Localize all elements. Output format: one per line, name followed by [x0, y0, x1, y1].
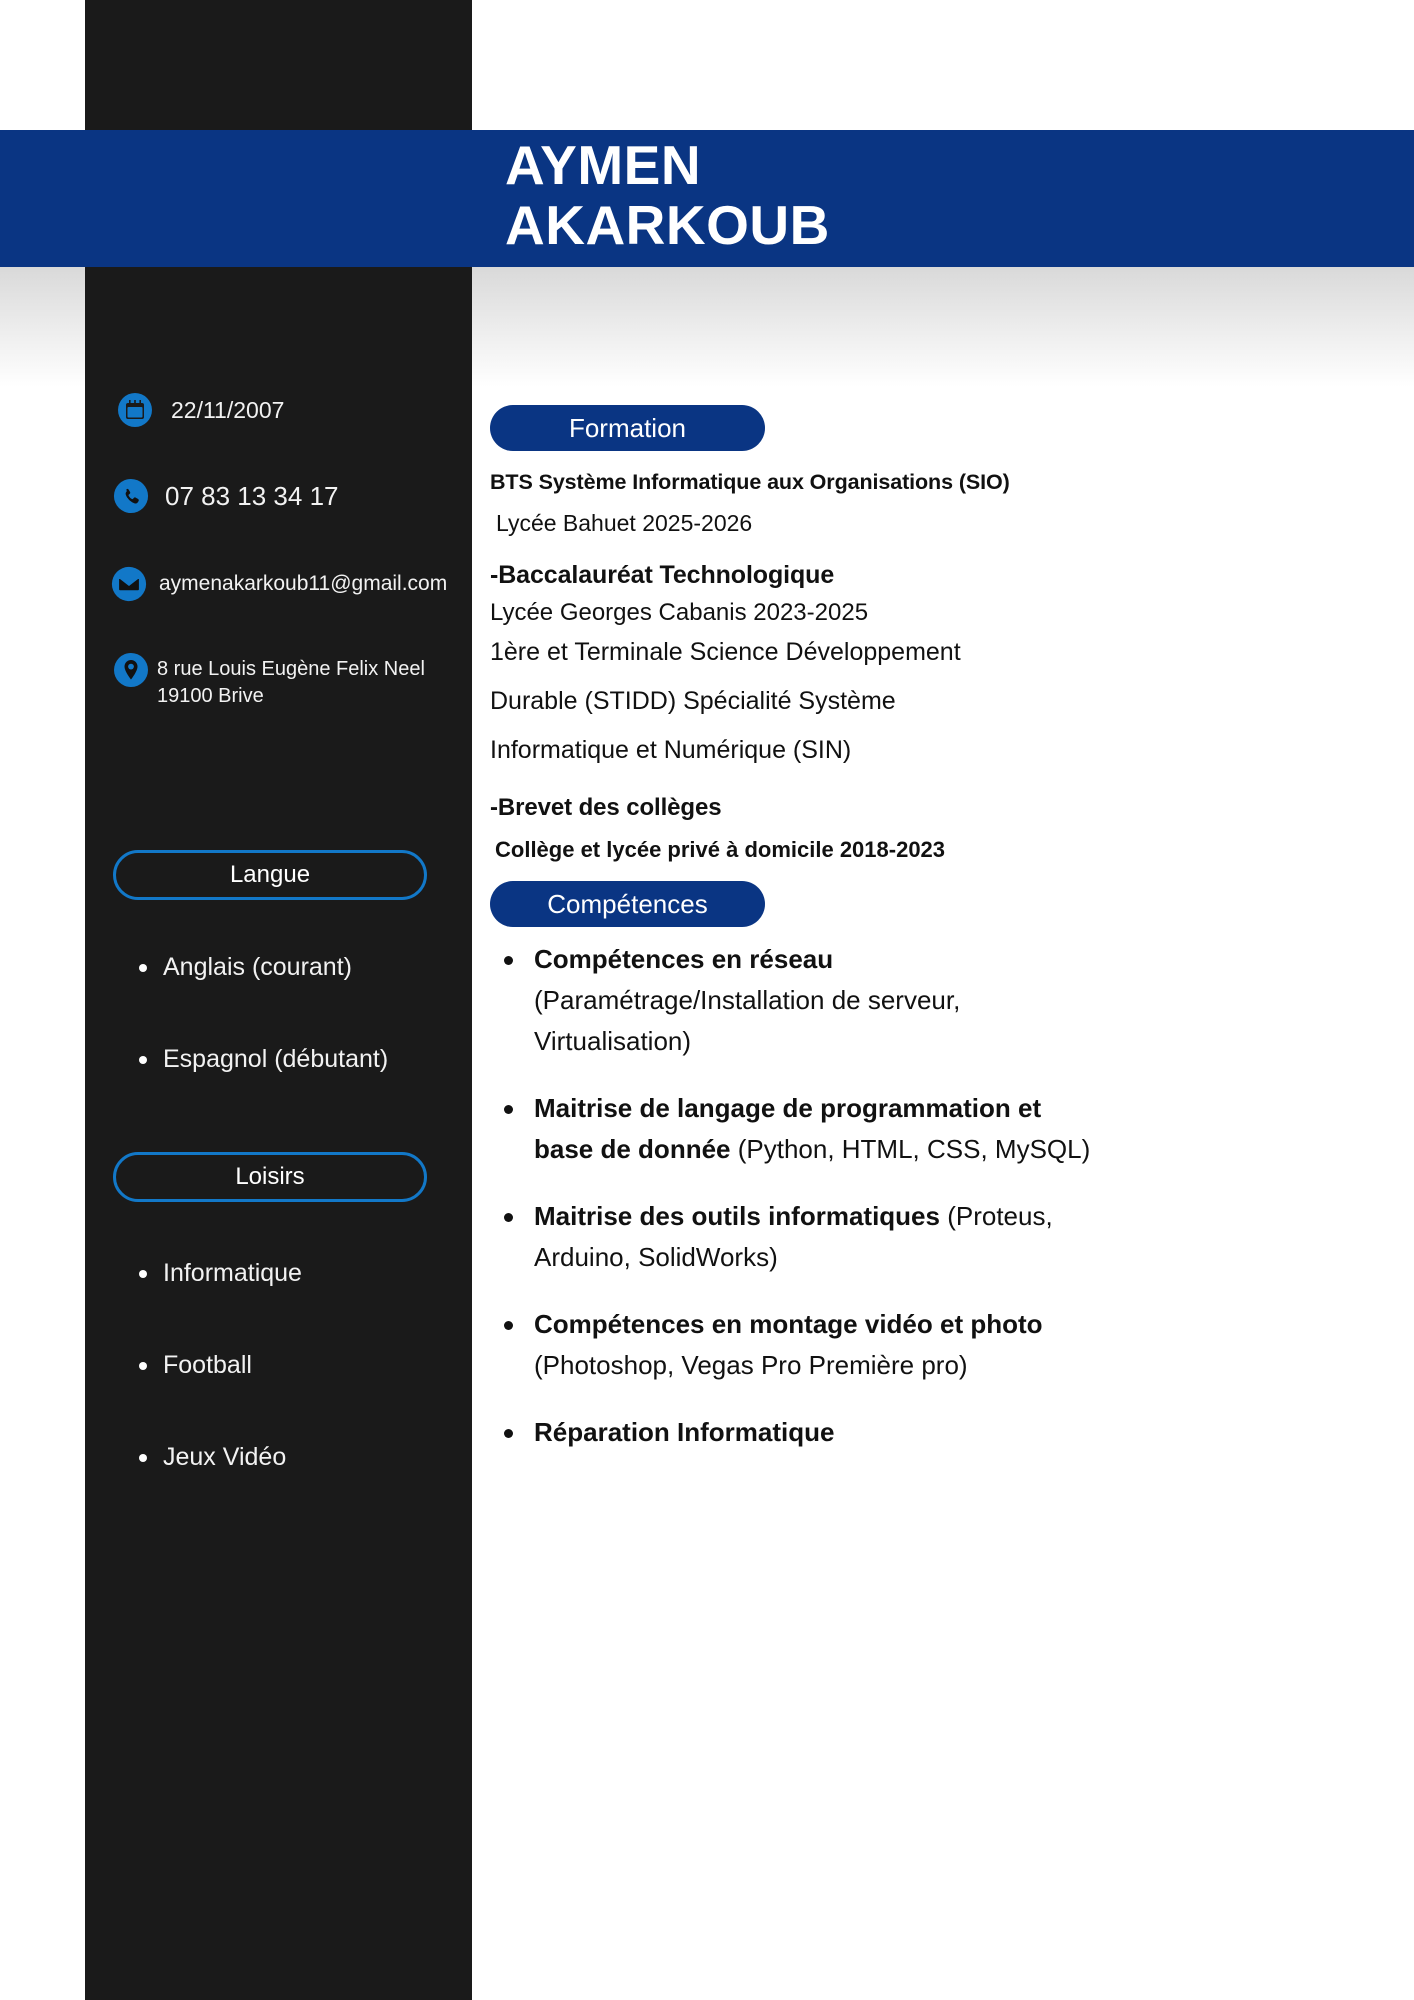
list-item: Jeux Vidéo	[113, 1442, 463, 1472]
loisirs-list	[113, 1258, 463, 1534]
skill-title: Compétences en réseau	[534, 944, 834, 974]
skill-title: Maitrise de langage de programmation et base de donnée	[534, 1093, 1042, 1164]
contact-row-email[interactable]	[85, 566, 472, 602]
left-gradient-wash	[0, 267, 85, 387]
education-detail: Informatique et Numérique (SIN)	[490, 736, 852, 764]
address-value	[157, 652, 425, 710]
list-item	[490, 1196, 1100, 1278]
education-school: Collège et lycée privé à domicile 2018-2023	[495, 837, 946, 862]
birthdate-value: 22/11/2007	[171, 397, 285, 423]
education-school: Lycée Georges Cabanis 2023-2025	[490, 599, 869, 626]
competences-list	[490, 939, 1100, 1453]
skill-detail: (Proteus, Arduino, SolidWorks)	[534, 1201, 1053, 1272]
education-title: -Baccalauréat Technologique	[490, 561, 835, 589]
section-heading-loisirs: Loisirs	[113, 1152, 427, 1202]
address-line-2: 19100 Brive	[157, 685, 264, 707]
list-item: Espagnol (débutant)	[113, 1044, 463, 1074]
skill-detail: (Paramétrage/Installation de serveur, Virtualisation)	[534, 985, 961, 1056]
first-name: AYMEN	[505, 134, 702, 196]
section-heading-formation: Formation	[490, 405, 765, 451]
section-heading-competences: Compétences	[490, 881, 765, 927]
address-line-1: 8 rue Louis Eugène Felix Neel	[157, 658, 425, 680]
skill-title: Compétences en montage vidéo et photo	[534, 1309, 1043, 1339]
education-detail: 1ère et Terminale Science Développement	[490, 638, 961, 666]
education-title: BTS Système Informatique aux Organisations (SIO)	[490, 470, 1010, 494]
skill-detail: (Python, HTML, CSS, MySQL)	[730, 1134, 1091, 1164]
skill-title: Maitrise des outils informatiques	[534, 1201, 940, 1231]
list-item: Anglais (courant)	[113, 952, 463, 982]
contact-list	[85, 392, 472, 757]
page-title	[505, 135, 1365, 255]
email-icon	[111, 566, 147, 602]
list-item	[490, 1088, 1100, 1170]
right-gradient-wash	[472, 267, 1414, 387]
education-school: Lycée Bahuet 2025-2026	[496, 510, 753, 536]
phone-value: 07 83 13 34 17	[165, 481, 339, 511]
section-heading-langue: Langue	[113, 850, 427, 900]
contact-row-birthdate	[85, 392, 472, 428]
contact-row-address	[85, 652, 472, 710]
list-item	[490, 939, 1100, 1062]
list-item: Football	[113, 1350, 463, 1380]
last-name: AKARKOUB	[505, 194, 830, 256]
skill-detail: (Photoshop, Vegas Pro Première pro)	[534, 1350, 968, 1380]
main-column	[490, 405, 1100, 1479]
list-item: Informatique	[113, 1258, 463, 1288]
contact-row-phone[interactable]	[85, 478, 472, 514]
location-pin-icon	[113, 652, 149, 688]
formation-entries	[490, 467, 1100, 865]
education-title: -Brevet des collèges	[490, 794, 722, 821]
skill-title: Réparation Informatique	[534, 1417, 835, 1447]
calendar-icon	[117, 392, 153, 428]
list-item	[490, 1304, 1100, 1386]
langue-list	[113, 952, 463, 1136]
education-detail: Durable (STIDD) Spécialité Système	[490, 687, 896, 715]
list-item	[490, 1412, 1100, 1453]
phone-icon	[113, 478, 149, 514]
email-value: aymenakarkoub11@gmail.com	[159, 572, 448, 595]
